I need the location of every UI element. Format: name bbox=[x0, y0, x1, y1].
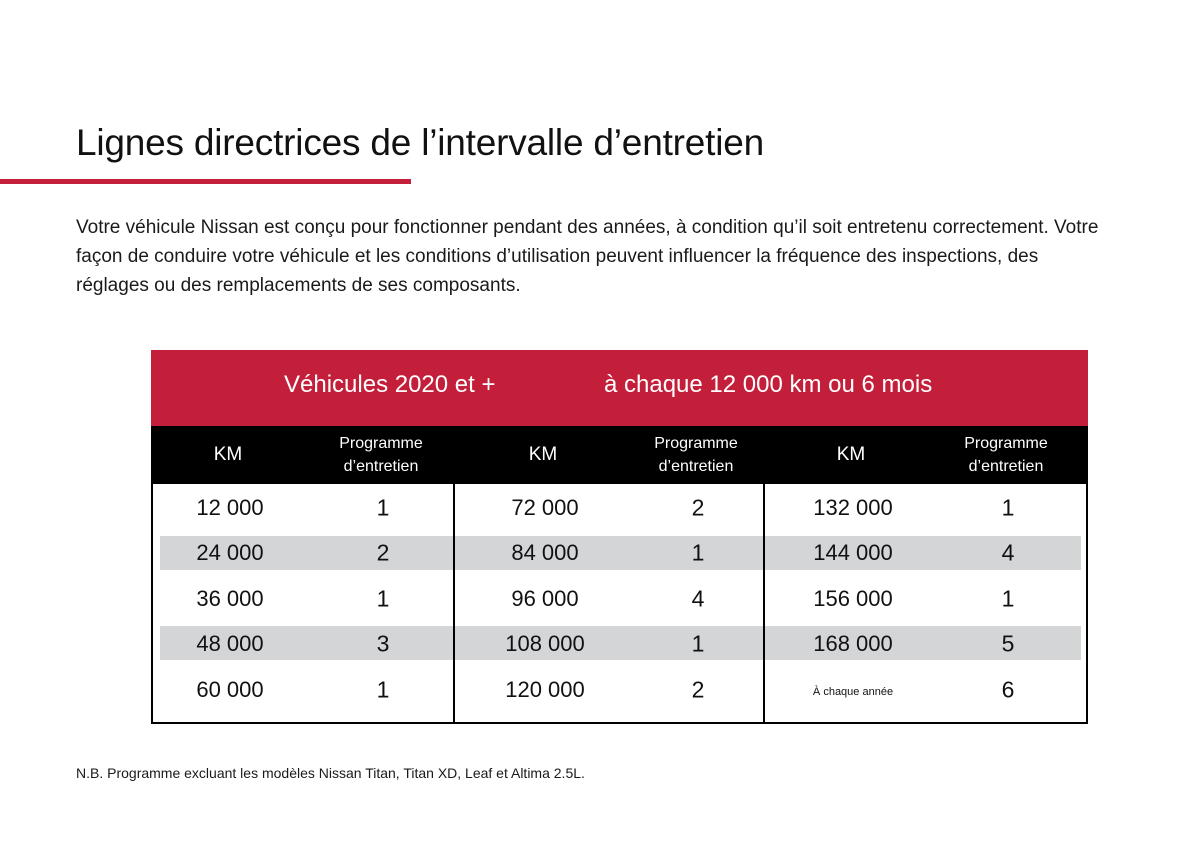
table-cell-km: 132 000 bbox=[813, 495, 893, 520]
table-banner bbox=[151, 350, 1088, 426]
header-programme-line2: d’entretien bbox=[968, 458, 1044, 475]
column-divider bbox=[453, 484, 455, 722]
header-programme-1 bbox=[311, 426, 451, 484]
banner-vehicles-label: Véhicules 2020 et + bbox=[284, 371, 496, 398]
table-cell-km: 144 000 bbox=[813, 540, 893, 565]
table-cell-km: 120 000 bbox=[505, 677, 585, 702]
table-cell-km-yearly: À chaque année bbox=[812, 686, 894, 698]
table-cell-km: 108 000 bbox=[505, 631, 585, 656]
table-cell-programme: 2 bbox=[376, 539, 390, 566]
column-divider bbox=[763, 484, 765, 722]
header-programme-line1: Programme bbox=[654, 435, 738, 452]
table-cell-km: 72 000 bbox=[511, 495, 579, 520]
row-stripe bbox=[160, 536, 1081, 570]
header-programme-line2: d’entretien bbox=[343, 458, 419, 475]
table-cell-km: 36 000 bbox=[196, 586, 264, 611]
table-cell-programme: 3 bbox=[376, 630, 390, 657]
table-cell-programme: 6 bbox=[1001, 676, 1015, 703]
table-cell-programme: 4 bbox=[691, 585, 705, 612]
table-cell-km: 24 000 bbox=[196, 540, 264, 565]
table-cell-km: 48 000 bbox=[196, 631, 264, 656]
footnote: N.B. Programme excluant les modèles Nissan Titan, Titan XD, Leaf et Altima 2.5L. bbox=[76, 765, 585, 781]
table-cell-programme: 5 bbox=[1001, 630, 1015, 657]
header-programme-3 bbox=[936, 426, 1076, 484]
table-cell-km: 96 000 bbox=[511, 586, 579, 611]
banner-interval-label: à chaque 12 000 km ou 6 mois bbox=[604, 371, 933, 398]
table-cell-programme: 1 bbox=[691, 539, 705, 566]
header-programme-line1: Programme bbox=[339, 435, 423, 452]
table-cell-km: 156 000 bbox=[813, 586, 893, 611]
table-cell-programme: 1 bbox=[1001, 494, 1015, 521]
title-underline bbox=[0, 179, 411, 184]
table-cell-programme: 1 bbox=[376, 676, 390, 703]
table-cell-km: 84 000 bbox=[511, 540, 579, 565]
header-km-3: KM bbox=[836, 444, 866, 465]
header-km-2: KM bbox=[528, 444, 558, 465]
table-cell-programme: 1 bbox=[376, 494, 390, 521]
table-cell-km: 60 000 bbox=[196, 677, 264, 702]
table-cell-programme: 2 bbox=[691, 494, 705, 521]
table-cell-programme: 1 bbox=[691, 630, 705, 657]
header-programme-line2: d’entretien bbox=[658, 458, 734, 475]
header-programme-line1: Programme bbox=[964, 435, 1048, 452]
page-title: Lignes directrices de l’intervalle d’entretien bbox=[76, 122, 765, 163]
table-body bbox=[151, 484, 1088, 724]
intro-paragraph: Votre véhicule Nissan est conçu pour fonctionner pendant des années, à condition qu’il soit entretenu correctement. Votre façon de conduire votre véhicule et les conditions d’utilisation peuvent influencer la fréquence des inspections, des réglages ou des remplacements de ses composants. bbox=[76, 217, 1099, 296]
table-cell-km: 12 000 bbox=[196, 495, 264, 520]
table-cell-km: 168 000 bbox=[813, 631, 893, 656]
table-cell-programme: 4 bbox=[1001, 539, 1015, 566]
header-programme-2 bbox=[626, 426, 766, 484]
table-cell-programme: 1 bbox=[1001, 585, 1015, 612]
row-stripe bbox=[160, 626, 1081, 660]
maintenance-schedule-table bbox=[151, 350, 1088, 724]
table-header-row bbox=[151, 426, 1088, 484]
header-km-1: KM bbox=[213, 444, 243, 465]
table-cell-programme: 1 bbox=[376, 585, 390, 612]
table-cell-programme: 2 bbox=[691, 676, 705, 703]
